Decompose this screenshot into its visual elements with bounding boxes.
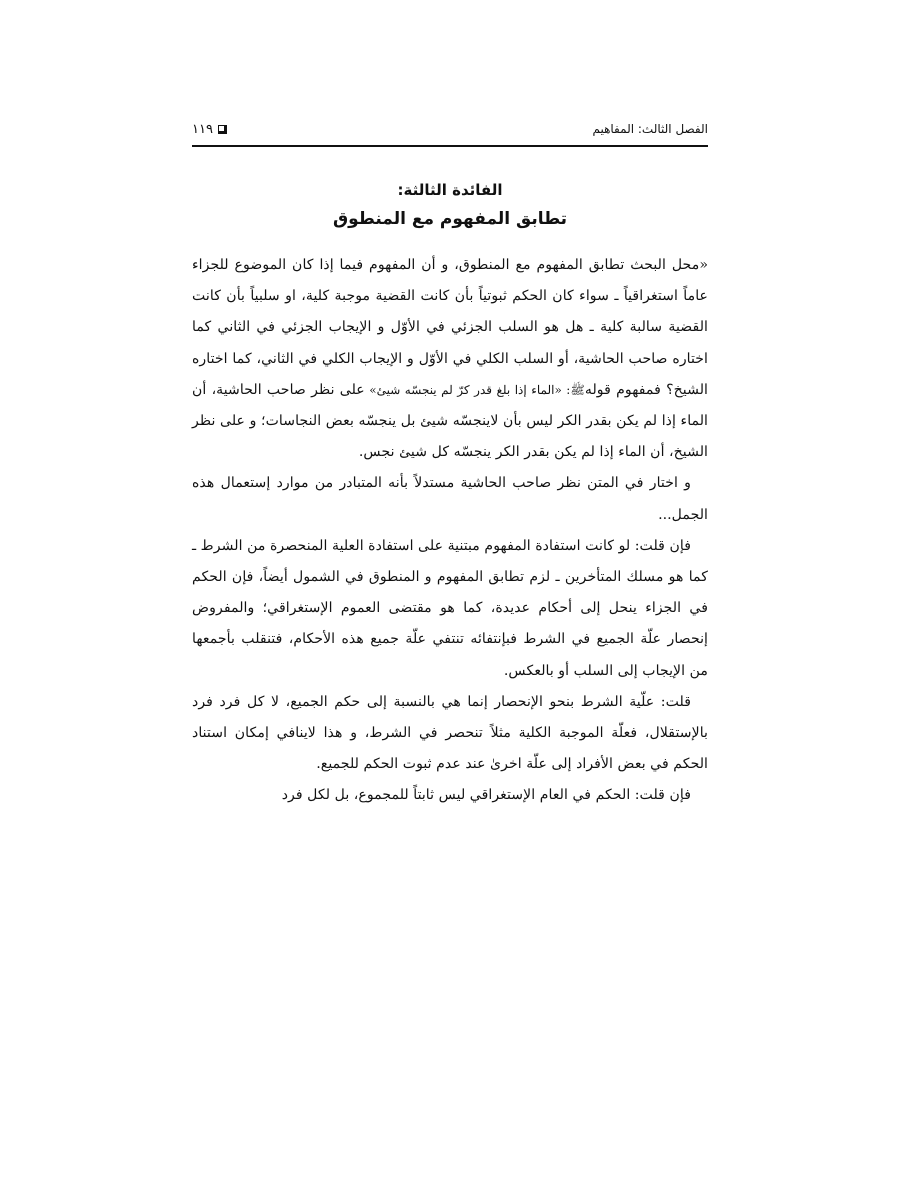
page-number-block [192, 122, 227, 137]
paragraph-1-part-b: على نظر صاحب الحاشية، أن الماء إذا لم يكن بقدر الكر ليس بأن لاينجسّه شيئ بل ينجسّه بعض النجاسات؛ و على نظر الشيخ، أن الماء إذا لم يكن بقدر الكر ينجسّه كل شيئ نجس. [192, 381, 708, 461]
section-heading: الفائدة الثالثة: [397, 181, 503, 199]
paragraph-5: فإن قلت: الحكم في العام الإستغراقي ليس ثابتاً للمجموع، بل لكل فرد [281, 787, 691, 804]
paragraph-2: و اختار في المتن نظر صاحب الحاشية مستدلاً بأنه المتبادر من موارد إستعمال هذه الجمل... [192, 475, 708, 523]
paragraph-1-part-a: «محل البحث تطابق المفهوم مع المنطوق، و أن المفهوم فيما إذا كان الموضوع للجزاء عاماً استغراقياً ـ سواء كان الحكم ثبوتياً بأن كانت القضية موجبة كلية، او سلبياً بأن كانت القضية سالبة كلية ـ هل هو السلب الجزئي في الأوّل و الإيجاب الجزئي في الثاني كما اختاره صاحب الحاشية، أو السلب الكلي في الأوّل و الإيجاب الكلي في الثاني، كما اختاره الشيخ؟ فمفهوم قوله [192, 257, 708, 398]
paragraph-3: فإن قلت: لو كانت استفادة المفهوم مبتنية على استفادة العلية المنحصرة من الشرط ـ كما هو مسلك المتأخرين ـ لزم تطابق المفهوم و المنطوق في الشمول أيضاً، فإن الحكم في الجزاء ينحل إلى أحكام عديدة، كما هو مقتضى العموم الإستغراقي؛ والمفروض إنحصار علّة الجميع في الشرط فبإنتفائه تنتفي علّة جميع هذه الأحكام، فتنقلب بأجمعها من الإيجاب إلى السلب أو بالعكس. [192, 537, 708, 679]
section-subheading: تطابق المفهوم مع المنطوق [332, 209, 568, 229]
body-text [192, 250, 708, 812]
hadith-quote: : «الماء إذا بلغ قدر كرّ لم ينجسّه شيئ» [364, 382, 571, 397]
salawat-glyph: ﷺ [570, 382, 585, 397]
page-number: ١١٩ [192, 121, 213, 137]
running-header [192, 118, 708, 140]
square-icon [218, 125, 227, 134]
section-headings [192, 178, 708, 232]
header-rule [192, 145, 708, 147]
paragraph-1 [192, 250, 708, 468]
book-page [192, 0, 708, 1200]
paragraph-4: قلت: علّية الشرط بنحو الإنحصار إنما هي بالنسبة إلى حكم الجميع، لا كل فرد فرد بالإستقلال، فعلّة الموجبة الكلية مثلاً تنحصر في الشرط، و هذا لاينافي إمكان استناد الحكم في بعض الأفراد إلى علّة اخرىٰ عند عدم ثبوت الحكم للجميع. [192, 693, 708, 773]
chapter-title: الفصل الثالث: المفاهيم [592, 122, 708, 136]
